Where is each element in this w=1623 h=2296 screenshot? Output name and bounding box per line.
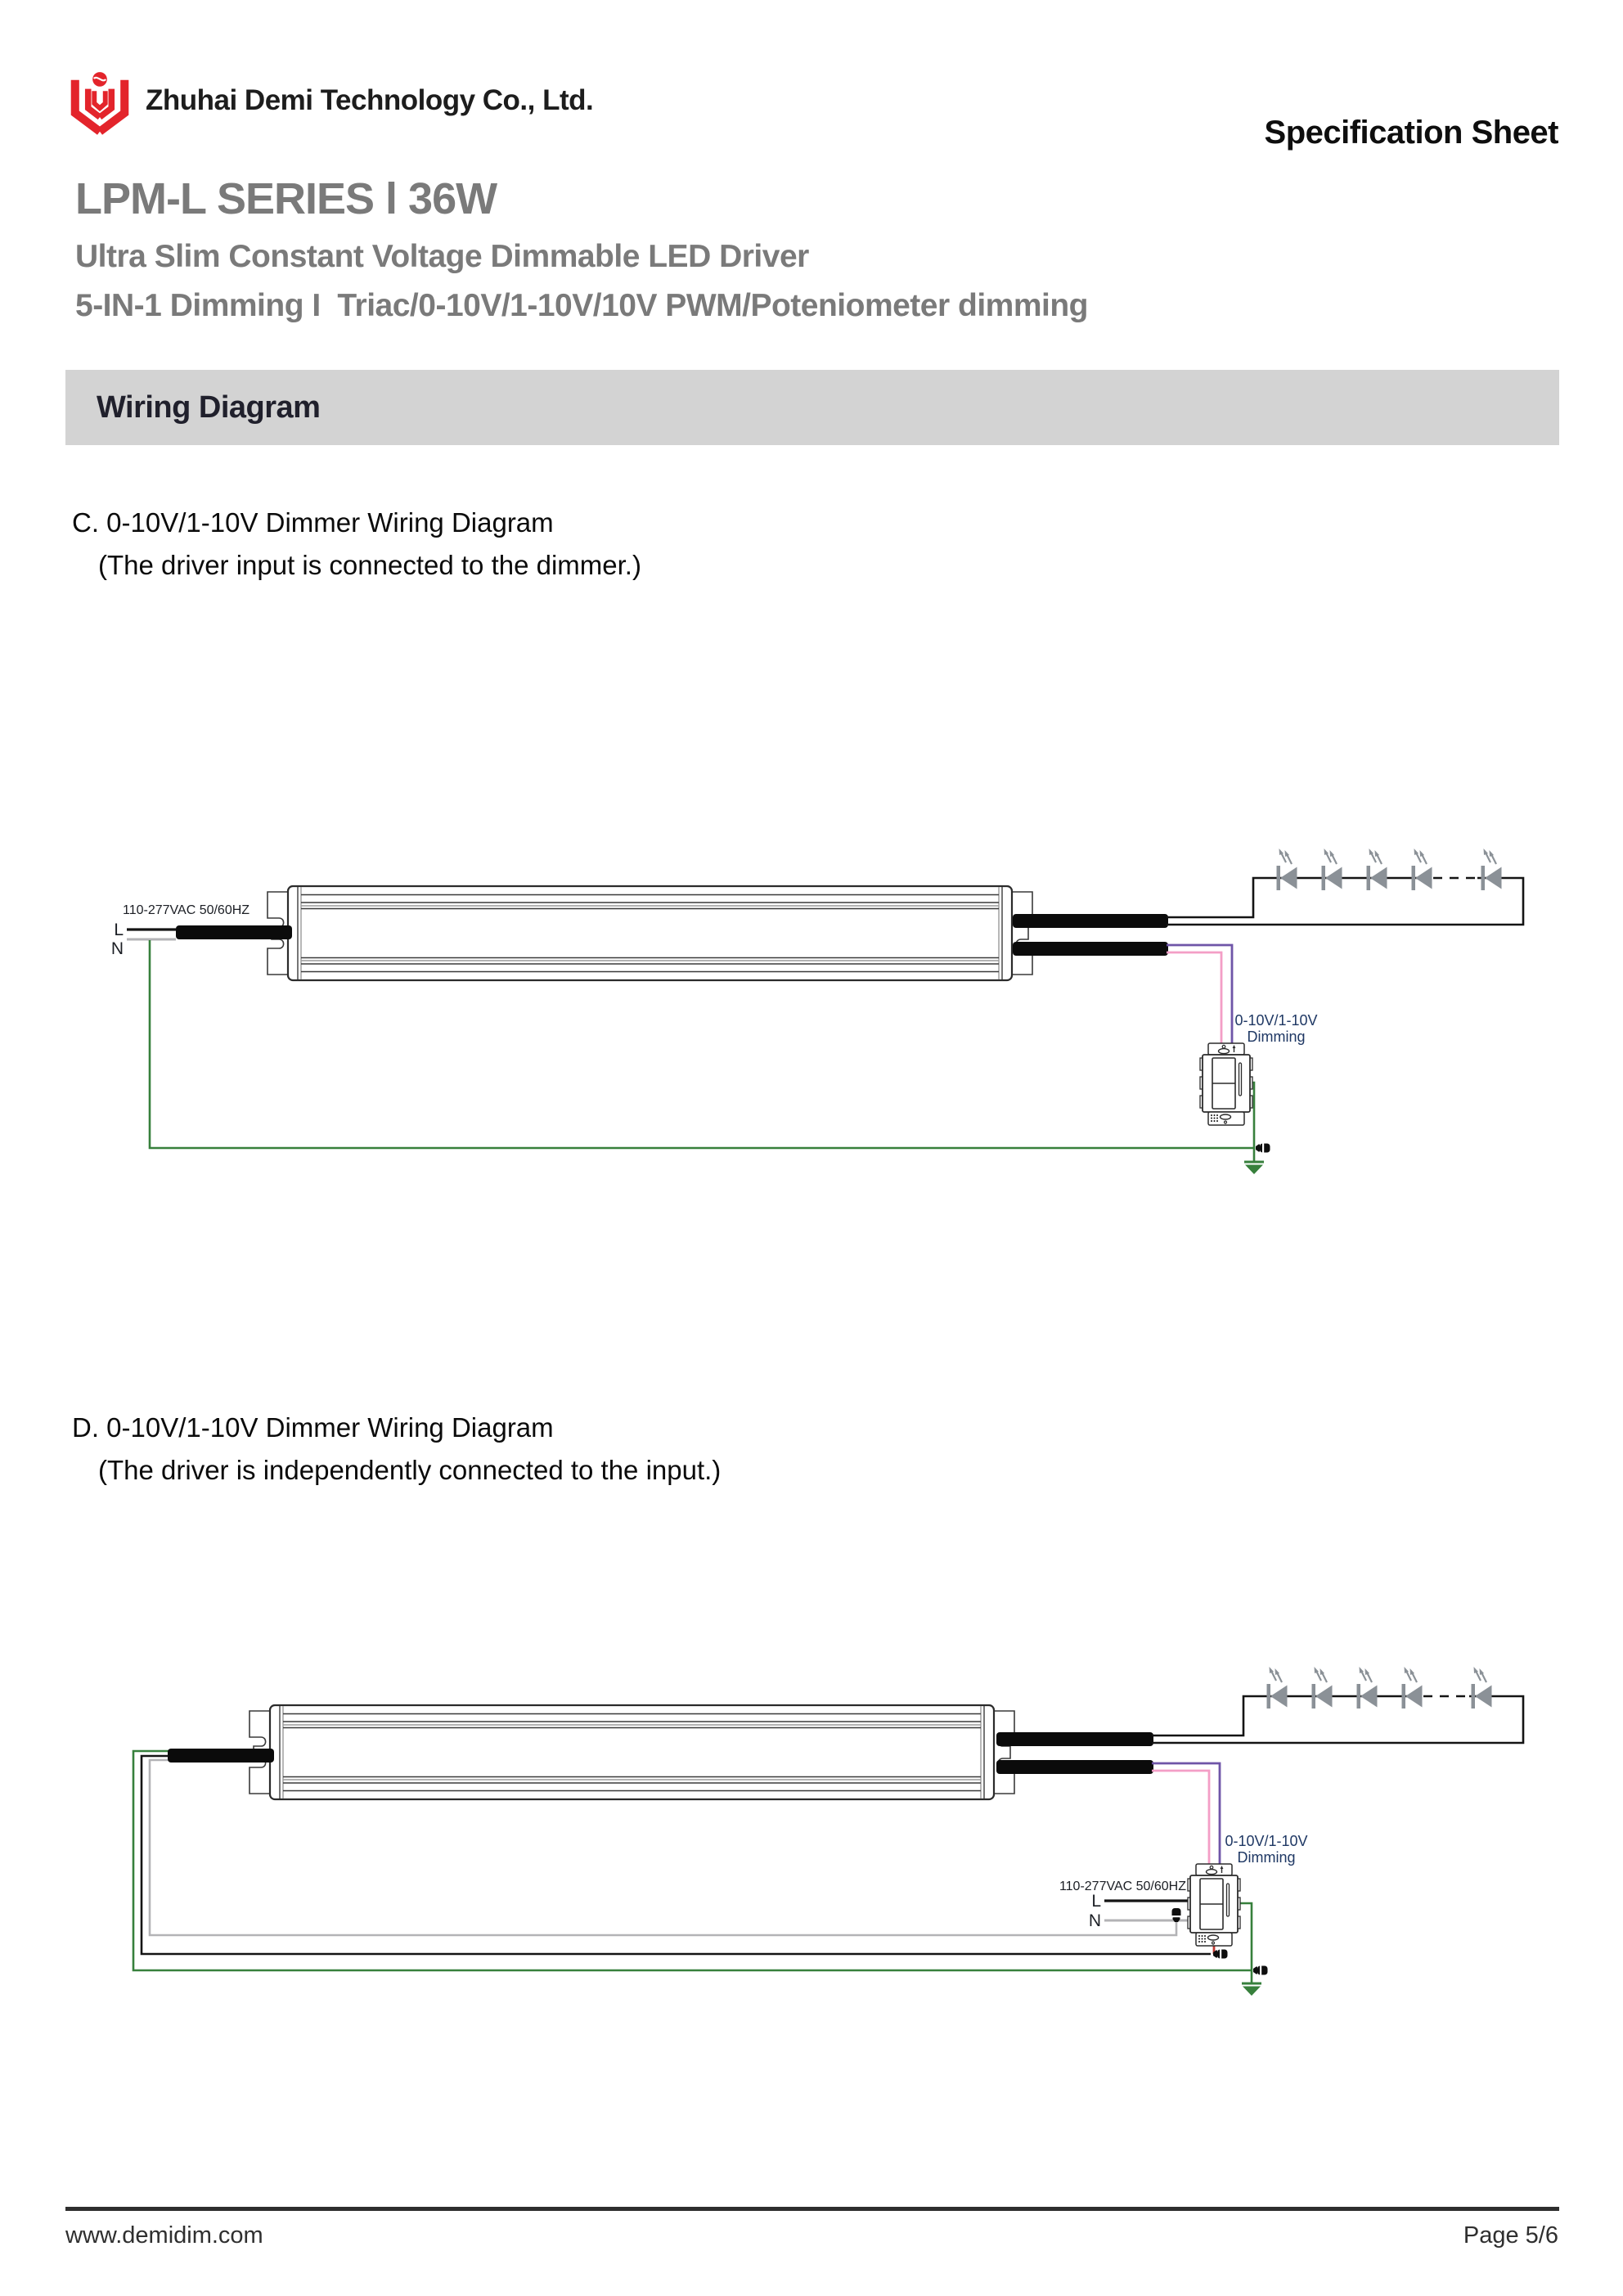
footer-page-number: Page 5/6 [1463, 2222, 1558, 2249]
led-icon [1322, 849, 1342, 890]
wiring-diagram-banner [65, 370, 1559, 445]
neutral-label: N [110, 939, 124, 958]
dimmer-switch [1188, 1864, 1240, 1946]
line-label: L [114, 921, 124, 939]
led-icon [1312, 1667, 1333, 1708]
led-icon [1367, 849, 1387, 890]
dimming-subtitle: 5-IN-1 Dimming I Triac/0-10V/1-10V/10V PWM/Poteniometer dimming [75, 288, 1088, 323]
banner-label: Wiring Diagram [97, 390, 321, 425]
product-subtitle: Ultra Slim Constant Voltage Dimmable LED Driver [75, 239, 809, 274]
series-title: LPM-L SERIES l 36W [75, 174, 497, 223]
wire-nut-icon [1256, 1143, 1270, 1153]
section-c-heading: C. 0-10V/1-10V Dimmer Wiring Diagram [72, 507, 554, 538]
wire-nut-icon [1213, 1949, 1228, 1959]
input-cable [168, 1749, 274, 1763]
sheet-title: Specification Sheet [1264, 115, 1558, 151]
footer-divider [65, 2207, 1559, 2211]
dimming-label-line2: Dimming [1237, 1849, 1296, 1866]
input-voltage-label: 110-277VAC 50/60HZ [123, 903, 250, 917]
output-cable [1013, 914, 1168, 928]
section-d-heading: D. 0-10V/1-10V Dimmer Wiring Diagram [72, 1412, 554, 1443]
dimming-label-line2: Dimming [1247, 1029, 1306, 1045]
led-icon [1277, 849, 1297, 890]
led-string [1167, 849, 1523, 925]
company-name: Zhuhai Demi Technology Co., Ltd. [146, 84, 594, 116]
footer-website: www.demidim.com [65, 2222, 263, 2249]
ground-icon [1244, 1162, 1264, 1174]
led-icon [1412, 849, 1432, 890]
ground-icon [1242, 1983, 1261, 1996]
led-icon [1357, 1667, 1378, 1708]
input-cable [176, 925, 292, 939]
dim-minus-wire [1167, 952, 1221, 1043]
wiring-diagram-c-figure [0, 818, 1623, 1244]
section-c-subheading: (The driver input is connected to the dimmer.) [98, 550, 641, 580]
led-driver [250, 1705, 1014, 1799]
wire-nut-icon [1253, 1965, 1268, 1975]
wiring-diagram-d-figure [0, 1653, 1623, 2078]
dimming-label-line1: 0-10V/1-10V [1225, 1833, 1308, 1849]
dimming-cable [996, 1760, 1153, 1774]
input-voltage-label: 110-277VAC 50/60HZ [1059, 1880, 1186, 1893]
led-icon [1402, 1667, 1423, 1708]
dimming-cable [1013, 942, 1168, 956]
dimmer-switch [1200, 1043, 1252, 1125]
led-icon [1472, 1667, 1492, 1708]
led-icon [1267, 1667, 1288, 1708]
dimmer-ground-wire [1238, 1903, 1252, 1983]
dim-minus-wire [1152, 1771, 1209, 1864]
dimming-label-line1: 0-10V/1-10V [1234, 1012, 1318, 1029]
neutral-label: N [1088, 1911, 1101, 1930]
section-d-subheading: (The driver is independently connected to the input.) [98, 1455, 722, 1485]
output-cable [996, 1732, 1153, 1746]
led-icon [1481, 849, 1502, 890]
led-string [1152, 1667, 1523, 1743]
led-driver [268, 886, 1032, 980]
line-label: L [1091, 1892, 1101, 1911]
company-logo [65, 70, 134, 139]
